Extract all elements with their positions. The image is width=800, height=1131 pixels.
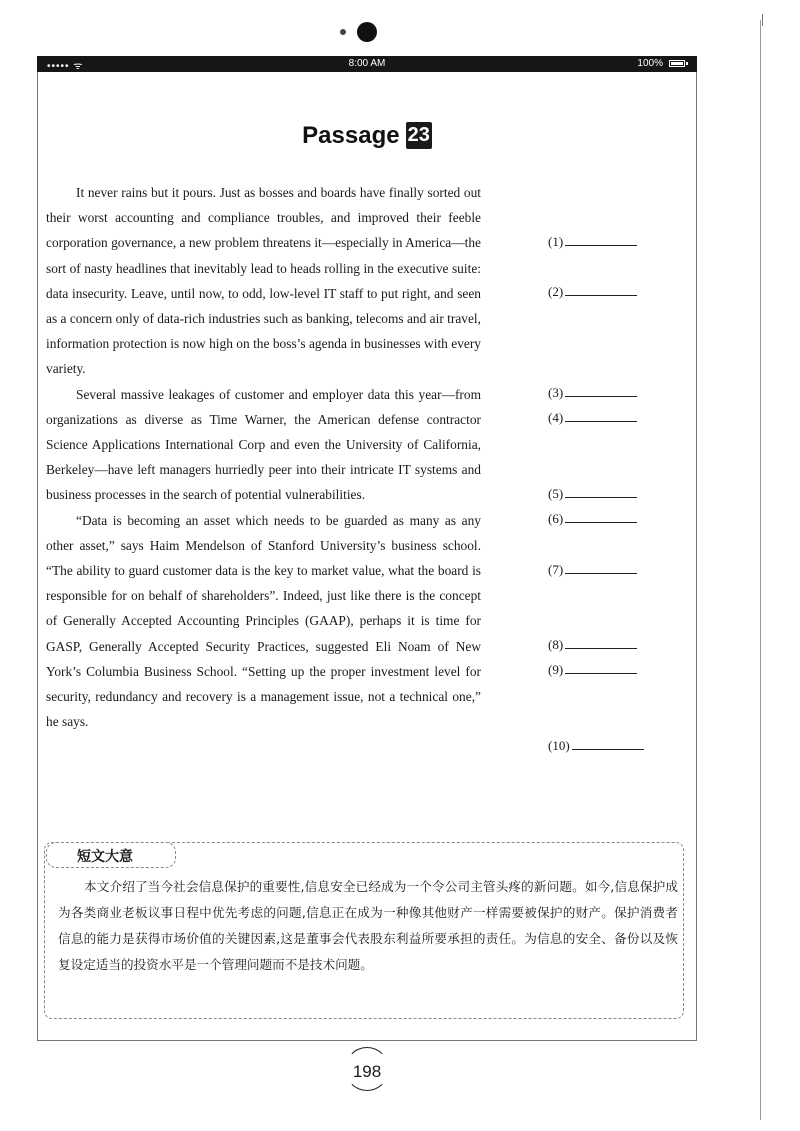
blank-label: (2) bbox=[548, 284, 564, 299]
answer-blank-2[interactable] bbox=[548, 284, 637, 300]
camera-sensor bbox=[340, 29, 346, 35]
blank-line[interactable] bbox=[565, 512, 637, 523]
blank-label: (6) bbox=[548, 511, 564, 526]
passage-title-text: Passage bbox=[302, 122, 400, 149]
blank-label: (9) bbox=[548, 662, 564, 677]
blank-line[interactable] bbox=[572, 739, 644, 750]
blank-label: (4) bbox=[548, 410, 564, 425]
signal-icon: ••••• ᯤ bbox=[47, 61, 84, 72]
summary-text bbox=[58, 874, 678, 978]
answer-blank-3[interactable] bbox=[548, 385, 637, 401]
battery-icon bbox=[669, 60, 685, 67]
blank-line[interactable] bbox=[565, 638, 637, 649]
answer-blank-10[interactable] bbox=[548, 738, 644, 754]
blank-line[interactable] bbox=[565, 663, 637, 674]
blank-line[interactable] bbox=[565, 235, 637, 246]
paragraph-3: “Data is becoming an asset which needs to be guarded as many as any other asset,” says Haim Mendelson of Stanford University’s business school. “The ability to guard customer data is the key to market value, what the board is responsible for on behalf of shareholders”. Indeed, just like there is the concept of Generally Accepted Accounting Principles (GAAP), perhaps it is time for GASP, Generally Accepted Security Practices, suggested Eli Noam of New York’s Columbia Business School. “Setting up the proper investment level for security, redundancy and recovery is a management issue, not a technical one,” he says. bbox=[46, 512, 481, 730]
page-edge-line bbox=[760, 20, 761, 1120]
answer-blank-5[interactable] bbox=[548, 486, 637, 502]
blank-label: (3) bbox=[548, 385, 564, 400]
status-time: 8:00 AM bbox=[348, 58, 386, 69]
passage-number-badge: 23 bbox=[406, 122, 432, 149]
blank-label: (1) bbox=[548, 234, 564, 249]
summary-paragraph: 本文介绍了当今社会信息保护的重要性,信息安全已经成为一个令公司主管头疼的新问题。如今,信息保护成为各类商业老板议事日程中优先考虑的问题,信息正在成为一种像其他财产一样需要被保护的财产。保护消费者信息的能力是获得市场价值的关键因素,这是董事会代表股东利益所要承担的责任。为信息的安全、备份以及恢复设定适当的投资水平是一个管理问题而不是技术问题。 bbox=[58, 879, 678, 972]
page-number: 198 bbox=[352, 1062, 382, 1081]
battery-percent: 100% bbox=[637, 58, 663, 69]
status-bar bbox=[37, 56, 697, 72]
blank-label: (5) bbox=[548, 486, 564, 501]
camera-lens bbox=[357, 22, 377, 42]
blank-label: (7) bbox=[548, 562, 564, 577]
passage-title bbox=[0, 122, 734, 150]
blank-line[interactable] bbox=[565, 411, 637, 422]
blank-line[interactable] bbox=[565, 386, 637, 397]
blank-line[interactable] bbox=[565, 487, 637, 498]
answer-blank-4[interactable] bbox=[548, 410, 637, 426]
summary-title: 短文大意 bbox=[77, 849, 133, 865]
frame-bottom bbox=[37, 1040, 697, 1041]
battery-tip bbox=[686, 62, 688, 65]
blank-line[interactable] bbox=[565, 563, 637, 574]
passage-body bbox=[46, 180, 481, 734]
answer-blank-8[interactable] bbox=[548, 637, 637, 653]
blank-line[interactable] bbox=[565, 285, 637, 296]
frame-right bbox=[696, 72, 697, 1040]
paragraph-2: Several massive leakages of customer and employer data this year—from organizations as diverse as Time Warner, the American defense contractor Science Applications International Corp and even the University of California, Berkeley—have left managers hurriedly peer into their intricate IT systems and business processes in the search of potential vulnerabilities. bbox=[46, 386, 481, 503]
answer-blank-1[interactable] bbox=[548, 234, 637, 250]
answer-blank-7[interactable] bbox=[548, 562, 637, 578]
frame-left bbox=[37, 72, 38, 1040]
page-edge-mark bbox=[762, 14, 763, 26]
answer-blank-6[interactable] bbox=[548, 511, 637, 527]
blank-label: (8) bbox=[548, 637, 564, 652]
paragraph-1: It never rains but it pours. Just as bosses and boards have finally sorted out their worst accounting and compliance troubles, and improved their feeble corporation governance, a new problem threatens it—especially in America—the sort of nasty headlines that inevitably lead to heads rolling in the executive suite: data insecurity. Leave, until now, to odd, low-level IT staff to put right, and seen as a concern only of data-rich industries such as banking, telecoms and air travel, information protection is now high on the boss’s agenda in businesses with every variety. bbox=[46, 185, 481, 377]
blank-label: (10) bbox=[548, 738, 570, 753]
answer-blank-9[interactable] bbox=[548, 662, 637, 678]
